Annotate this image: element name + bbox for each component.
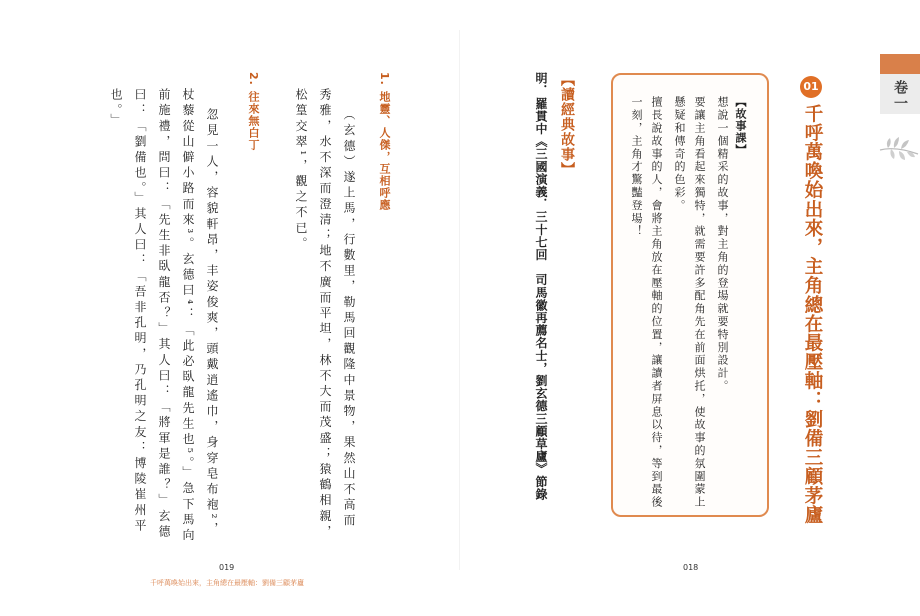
section-line: （玄德）遂上馬，行數里，勒馬回觀隆中景物，果然山不高而 xyxy=(342,108,356,530)
chapter-number-badge: 01 xyxy=(800,76,822,98)
section-line: 杖藜從山僻小路而來³。玄德曰⁴：「此必臥龍先生也⁵。」急下馬向 xyxy=(181,88,195,545)
page-number-left: 019 xyxy=(219,563,235,572)
story-box-line: 懸疑和傳奇的色彩。 xyxy=(673,96,686,213)
classic-section-label: 【讀經典故事】 xyxy=(559,72,575,177)
running-footer: 千呼萬喚始出來，主角總在最壓軸：劉備三顧茅廬 xyxy=(150,579,304,587)
section-line: 秀雅，水不深而澄清；地不廣而平坦，林不大而茂盛；猿鶴相親， xyxy=(318,88,332,541)
story-box-line: 擅長說故事的人，會將主角放在壓軸的位置，讓讀者屏息以待，等到最後 xyxy=(650,96,663,509)
section-line: 前施禮，問曰：「先生非臥龍否？」其人曰：「將軍是誰？」玄德 xyxy=(157,88,171,541)
story-box-line: 一刻，主角才驚豔登場！ xyxy=(630,96,643,238)
story-box-line: 想說一個精采的故事，對主角的登場就要特別設計。 xyxy=(716,96,729,393)
classic-source: 明．羅貫中《三國演義．三十七回 司馬徽再薦名士，劉玄德三顧草廬》節錄 xyxy=(534,72,548,501)
section-line: 也。」 xyxy=(109,88,123,129)
section-line: 曰：「劉備也。」其人曰：「吾非孔明，乃孔明之友：博陵崔州平 xyxy=(133,88,147,535)
page-number-right: 018 xyxy=(683,563,699,572)
leaf-ornament-icon xyxy=(878,128,920,168)
story-box-heading: 【故事課】 xyxy=(734,96,747,156)
volume-tab-label: 卷一 xyxy=(892,80,908,112)
tab-accent xyxy=(880,54,920,74)
story-box-line: 要讓主角看起來獨特，就需要許多配角先在前面烘托，使故事的氛圍蒙上 xyxy=(693,96,706,509)
section-line: 忽見一人，容貌軒昂，丰姿俊爽，頭戴逍遙巾，身穿皂布袍²， xyxy=(205,108,219,538)
section-line: 松篁交翠¹，觀之不已。 xyxy=(294,88,308,253)
chapter-title: 千呼萬喚始出來，主角總在最壓軸：劉備三顧茅廬 xyxy=(802,104,823,525)
section-heading: 1. 地靈、人傑，互相呼應 xyxy=(378,72,391,211)
section-heading: 2. 往來無白丁 xyxy=(247,72,260,151)
book-spine xyxy=(459,30,460,570)
